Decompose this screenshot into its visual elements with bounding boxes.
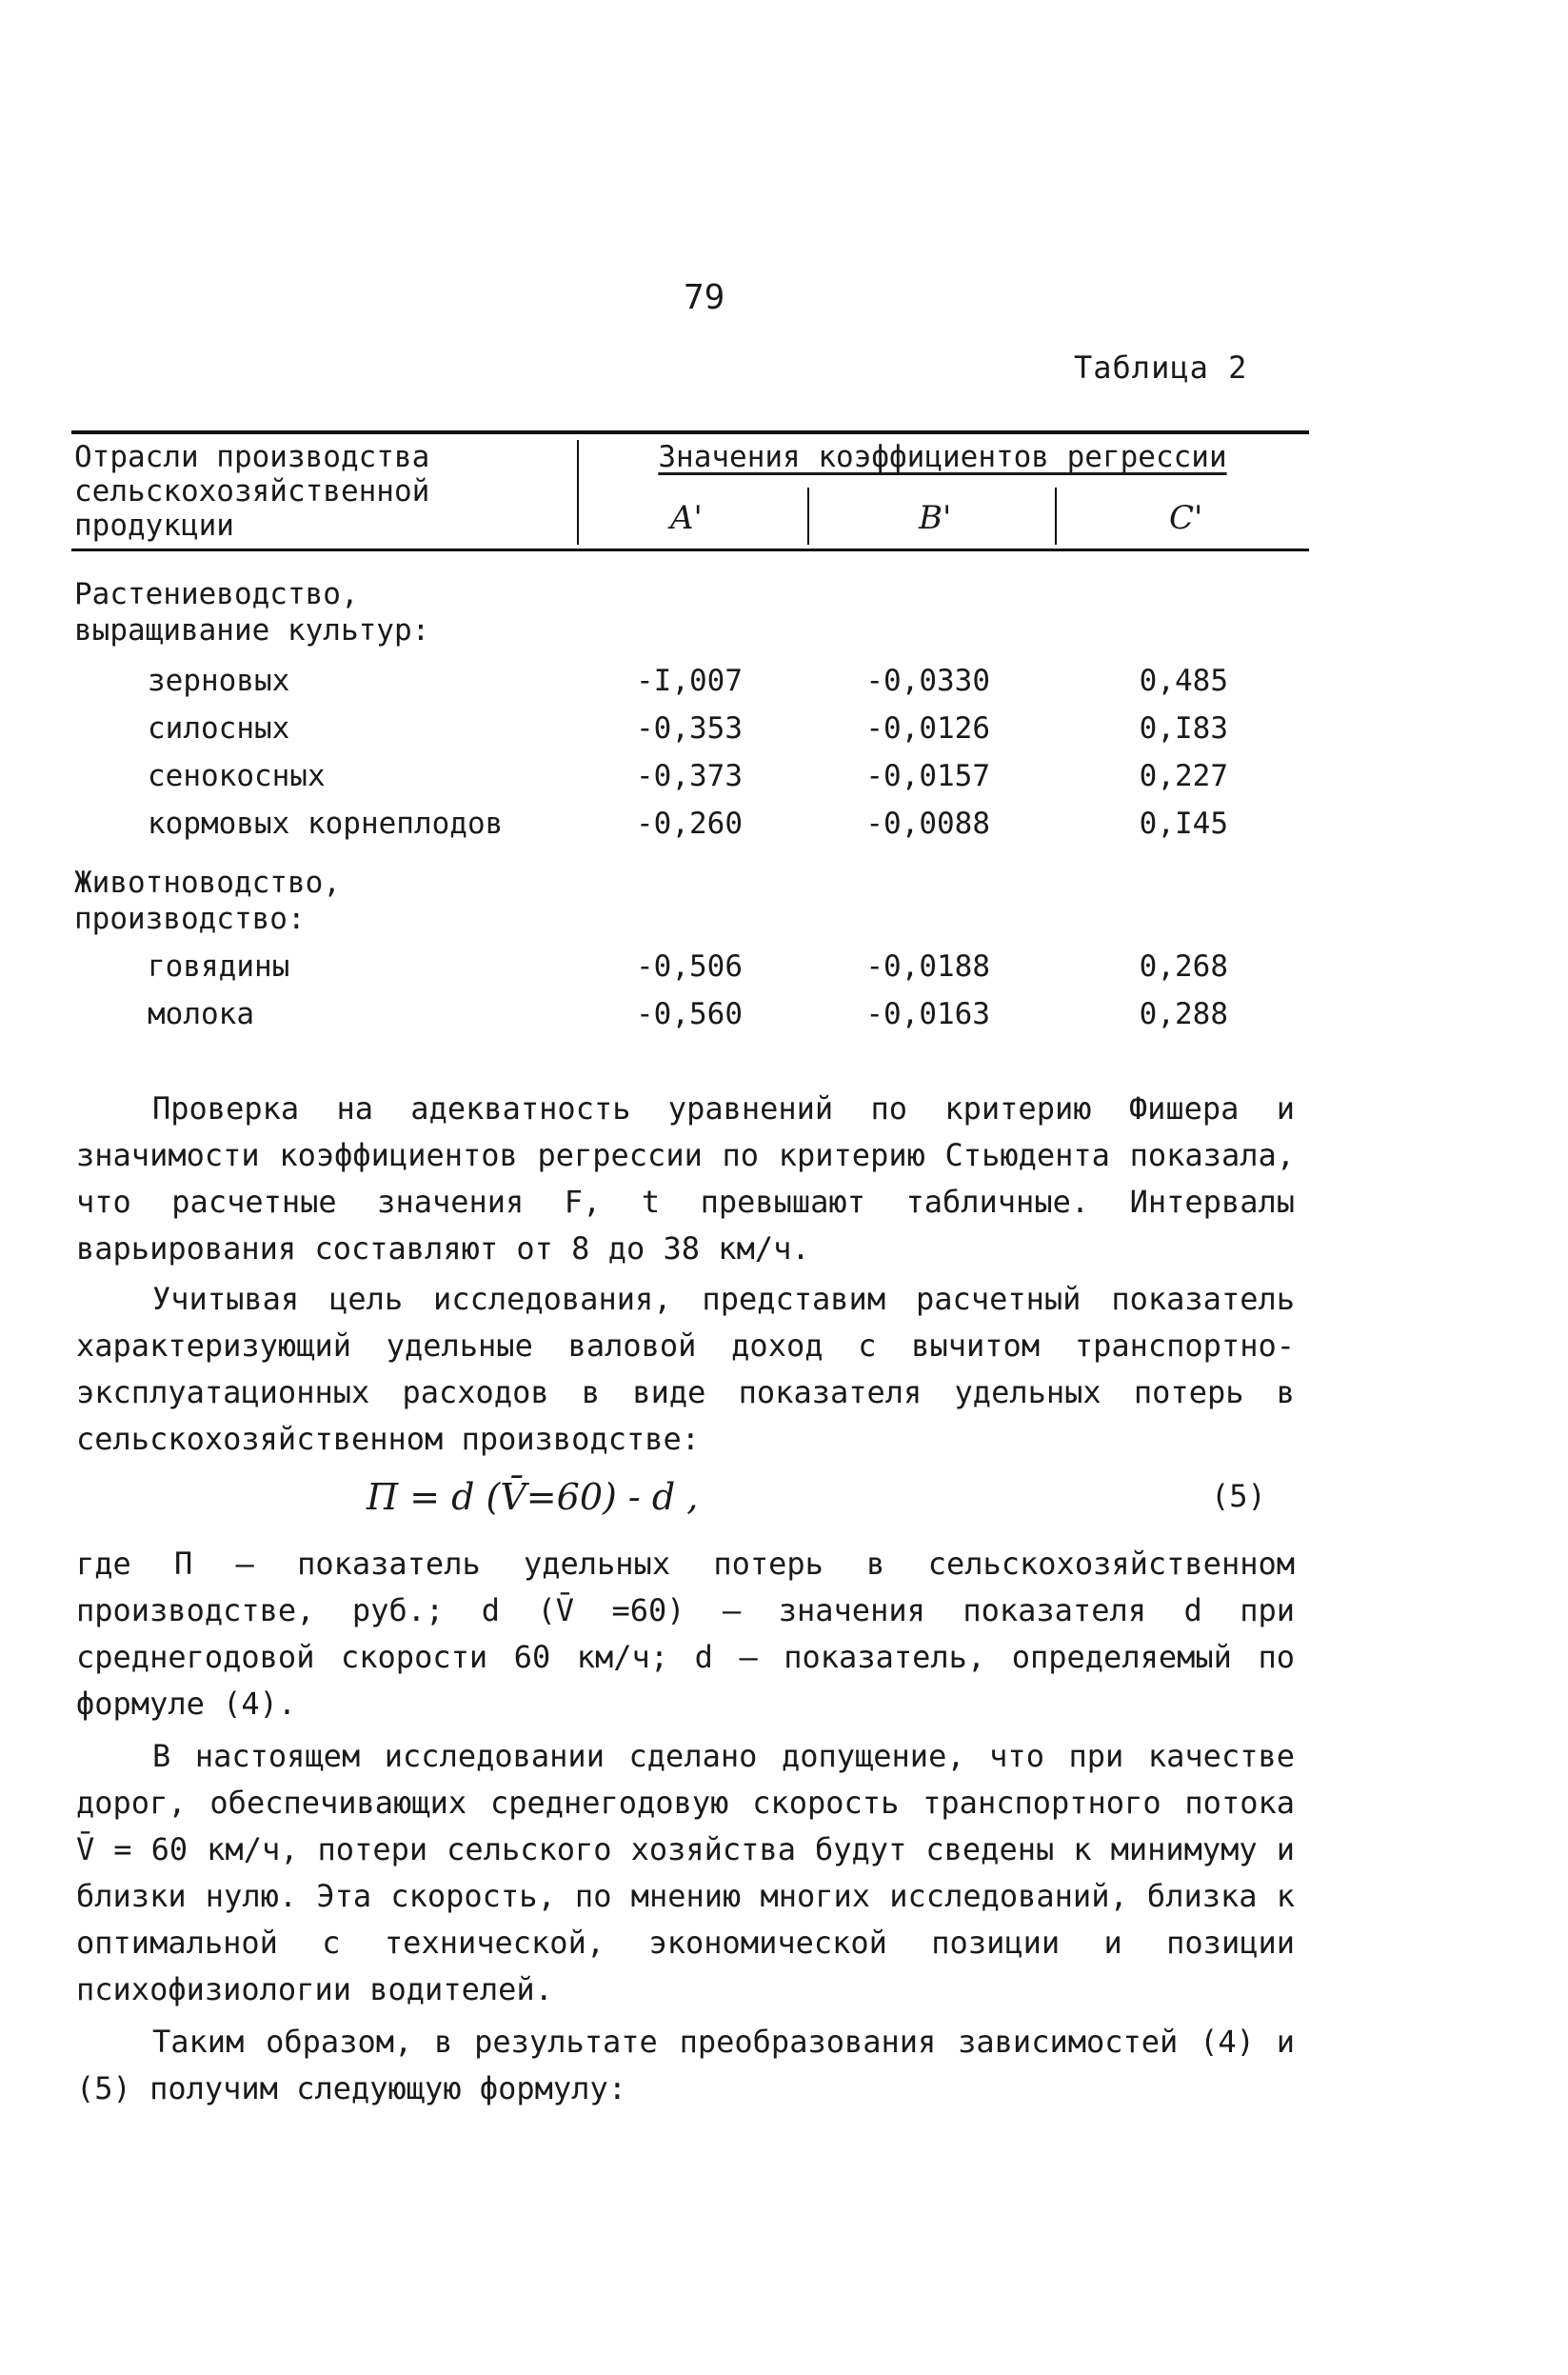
paragraph-conclusion: Таким образом, в результате преобразования зависимостей (4) и (5) получим следующую формулу: bbox=[76, 2024, 1295, 2106]
row-label: кормовых корнеплодов bbox=[148, 807, 504, 841]
formula-5: П = d (V̄=60) - d , bbox=[367, 1476, 699, 1518]
row-label: молока bbox=[148, 997, 254, 1031]
cell-c: 0,I45 bbox=[1139, 807, 1228, 841]
cell-a: -0,373 bbox=[636, 759, 743, 793]
cell-c: 0,288 bbox=[1139, 997, 1228, 1031]
cell-a: -I,007 bbox=[636, 664, 743, 698]
cell-c: 0,268 bbox=[1139, 949, 1228, 984]
paragraph-assumption: В настоящем исследовании сделано допущение, что при качестве дорог, обеспечивающих среднегодовую скорость транспортного потока V̄ = 60 км/ч, потери сельского хозяйства будут сведены к минимуму и близки нулю. Эта скорость, по мнению многих исследований, близка к оптимальной с технической, экономической позиции и позиции психофизиологии водителей. bbox=[76, 1738, 1295, 2007]
coef-b-header: B' bbox=[919, 499, 952, 537]
cell-a: -0,506 bbox=[636, 949, 743, 984]
paragraph-loss-indicator: Учитывая цель исследования, представим расчетный показатель характеризующий удельные валовой доход с вычитом транспортно-эксплуатационных расходов в виде показателя удельных потерь в сельскохозяйственном производстве: bbox=[76, 1281, 1295, 1457]
equation-number: (5) bbox=[1211, 1478, 1266, 1514]
cell-a: -0,260 bbox=[636, 807, 743, 841]
page-number: 79 bbox=[684, 278, 725, 317]
header-line-1: Отрасли производства bbox=[74, 440, 430, 474]
cell-b: -0,0126 bbox=[865, 711, 990, 746]
cell-c: 0,227 bbox=[1139, 759, 1228, 793]
group-label-crops: Растениеводство, выращивание культур: bbox=[74, 577, 430, 648]
cell-a: -0,560 bbox=[636, 997, 743, 1031]
table-header-rule bbox=[71, 549, 1309, 551]
row-label: силосных bbox=[148, 711, 290, 746]
paragraph-adequacy: Проверка на адекватность уравнений по критерию Фишера и значимости коэффициентов регрессии по критерию Стьюдента показала, что расчетные значения F, t превышают табличные. Интервалы варьирования составляют от 8 до 38 км/ч. bbox=[76, 1090, 1295, 1267]
cell-a: -0,353 bbox=[636, 711, 743, 746]
cell-c: 0,485 bbox=[1139, 664, 1228, 698]
table-top-rule bbox=[71, 430, 1309, 434]
table-header-group: Значения коэффициентов регрессии bbox=[658, 440, 1227, 474]
header-separator bbox=[807, 488, 809, 545]
table-caption: Таблица 2 bbox=[1074, 349, 1248, 386]
cell-b: -0,0157 bbox=[865, 759, 990, 793]
header-line-2: сельскохозяйственной bbox=[74, 474, 430, 509]
cell-b: -0,0088 bbox=[865, 807, 990, 841]
cell-c: 0,I83 bbox=[1139, 711, 1228, 746]
row-label: говядины bbox=[148, 949, 290, 984]
row-label: сенокосных bbox=[148, 759, 326, 793]
cell-b: -0,0163 bbox=[865, 997, 990, 1031]
header-line-3: продукции bbox=[74, 509, 234, 543]
coef-a-header: A' bbox=[670, 499, 703, 537]
row-label: зерновых bbox=[148, 664, 290, 698]
coef-c-header: C' bbox=[1169, 499, 1203, 537]
header-separator bbox=[577, 440, 579, 545]
group-label-livestock: Животноводство, производство: bbox=[74, 866, 341, 936]
header-separator bbox=[1055, 488, 1057, 545]
paragraph-definitions: где П – показатель удельных потерь в сельскохозяйственном производстве, руб.; d (V̄ =60) – значения показателя d при среднегодовой скорости 60 км/ч; d – показатель, определяемый по формуле (4). bbox=[76, 1546, 1295, 1722]
cell-b: -0,0188 bbox=[865, 949, 990, 984]
table-header-left bbox=[74, 440, 569, 543]
cell-b: -0,0330 bbox=[865, 664, 990, 698]
